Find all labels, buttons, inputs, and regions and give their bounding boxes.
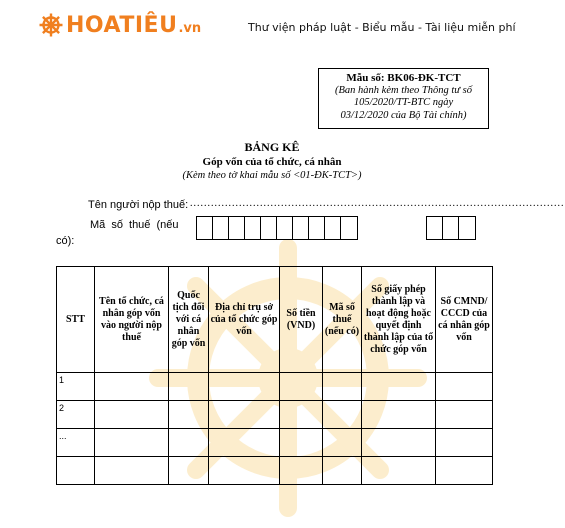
tax-code-digit-box[interactable] [261,217,277,239]
document-note: (Kèm theo tờ khai mẫu số <01-ĐK-TCT>) [182,170,362,181]
site-logo[interactable] [38,12,201,38]
tax-code-label-cont: có): [56,235,75,247]
table-cell[interactable] [209,429,280,457]
table-cell[interactable] [323,373,362,401]
table-row [57,373,493,401]
table-cell[interactable] [436,401,493,429]
form-issued-line-1: (Ban hành kèm theo Thông tư số [335,84,472,96]
table-cell[interactable] [209,457,280,485]
contribution-table [56,266,493,485]
column-header: Tên tổ chức, cá nhân góp vốn vào người nộp thuế [95,267,169,373]
table-cell[interactable] [169,401,209,429]
table-header-row [57,267,493,373]
row-number: 1 [57,373,95,401]
row-number: ... [57,429,95,457]
table-row [57,401,493,429]
table-cell[interactable] [362,429,436,457]
table-cell[interactable] [280,373,323,401]
table-cell[interactable] [209,401,280,429]
table-cell[interactable] [95,457,169,485]
tax-code-boxes[interactable] [196,216,358,240]
ship-wheel-icon [38,12,64,38]
table-cell[interactable] [280,401,323,429]
document-title: BẢNG KÊ [244,140,300,154]
column-header: Số giấy phép thành lập và hoạt động hoặc quyết định thành lập của tổ chức góp vốn [362,267,436,373]
logo-text: HOATIÊU [66,12,178,38]
tax-code-digit-box[interactable] [229,217,245,239]
table-cell[interactable] [362,401,436,429]
column-header: Địa chỉ trụ sở của tổ chức góp vốn [209,267,280,373]
table-cell[interactable] [362,457,436,485]
table-cell[interactable] [323,429,362,457]
tax-code-label: Mã số thuế (nếu [90,219,179,231]
table-cell[interactable] [323,401,362,429]
tax-code-digit-box[interactable] [245,217,261,239]
site-header [0,0,544,60]
tax-code-digit-box[interactable] [293,217,309,239]
tax-code-digit-box[interactable] [459,217,475,239]
tax-code-digit-box[interactable] [325,217,341,239]
table-cell[interactable] [323,457,362,485]
tax-code-digit-box[interactable] [443,217,459,239]
column-header: Số tiền (VND) [280,267,323,373]
table-cell[interactable] [169,373,209,401]
row-number [57,457,95,485]
table-row [57,429,493,457]
logo-suffix: .vn [178,20,202,36]
table-cell[interactable] [280,457,323,485]
table-cell[interactable] [280,429,323,457]
form-issued-line-2: 105/2020/TT-BTC ngày [353,97,454,108]
tax-code-digit-box[interactable] [309,217,325,239]
column-header: Mã số thuế (nếu có) [323,267,362,373]
table-cell[interactable] [209,373,280,401]
taxpayer-name-label: Tên người nộp thuế: [88,199,189,211]
column-header: STT [57,267,95,373]
form-code: Mẫu số: BK06-ĐK-TCT [346,72,461,84]
table-cell[interactable] [169,457,209,485]
table-cell[interactable] [436,457,493,485]
table-cell[interactable] [436,429,493,457]
tax-code-digit-box[interactable] [277,217,293,239]
form-issued-line-3: 03/12/2020 của Bộ Tài chính) [340,109,467,121]
table-cell[interactable] [95,401,169,429]
tax-code-digit-box[interactable] [213,217,229,239]
site-tagline: Thư viện pháp luật - Biểu mẫu - Tài liệu miễn phí [248,21,516,34]
taxpayer-name-field[interactable]: ........................................................................................................... [190,198,565,209]
column-header: Quốc tịch đối với cá nhân góp vốn [169,267,209,373]
form-code-box [318,68,489,129]
row-number: 2 [57,401,95,429]
table-row [57,457,493,485]
table-cell[interactable] [362,373,436,401]
tax-code-suffix-boxes[interactable] [426,216,476,240]
tax-code-digit-box[interactable] [427,217,443,239]
tax-code-digit-box[interactable] [197,217,213,239]
column-header: Số CMND/ CCCD của cá nhân góp vốn [436,267,493,373]
table-cell[interactable] [95,429,169,457]
table-cell[interactable] [169,429,209,457]
document-subtitle: Góp vốn của tổ chức, cá nhân [202,156,342,168]
table-cell[interactable] [95,373,169,401]
table-cell[interactable] [436,373,493,401]
tax-code-digit-box[interactable] [341,217,357,239]
